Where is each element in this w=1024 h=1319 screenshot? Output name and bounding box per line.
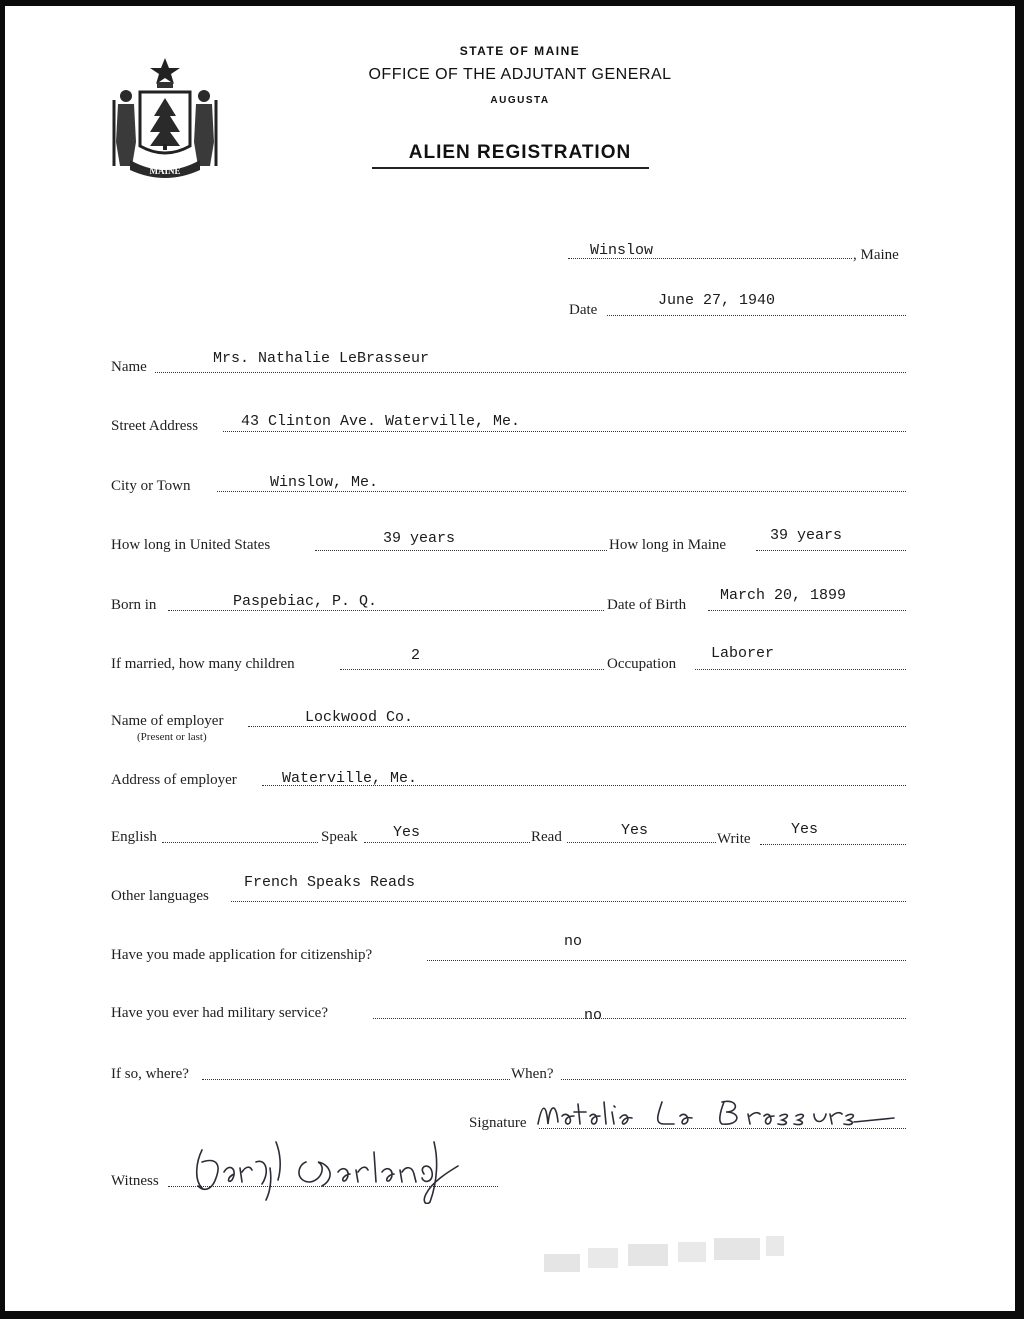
date-value: June 27, 1940 — [658, 292, 776, 309]
other-languages-label: Other languages — [111, 888, 209, 904]
street-address-line — [223, 431, 906, 432]
seal-text: MAINE — [149, 166, 181, 176]
header-state: STATE OF MAINE — [459, 44, 581, 58]
military-value: no — [584, 1007, 603, 1024]
state-label: , Maine — [853, 247, 899, 263]
born-in-label: Born in — [111, 597, 157, 613]
maine-state-seal — [110, 56, 220, 182]
name-label: Name — [111, 359, 147, 375]
date-line — [607, 315, 906, 316]
born-in-value: Paspebiac, P. Q. — [233, 593, 378, 610]
date-of-birth-line — [708, 610, 906, 611]
street-address-label: Street Address — [111, 418, 199, 434]
city-label: City or Town — [111, 478, 191, 494]
scan-border-top — [0, 0, 1024, 6]
witness-label: Witness — [111, 1173, 159, 1189]
how-long-us-line — [315, 550, 607, 551]
other-languages-value: French Speaks Reads — [244, 874, 416, 891]
employer-name-label: Name of employer — [111, 713, 224, 729]
military-line — [373, 1018, 906, 1019]
employer-name-sublabel: (Present or last) — [137, 731, 207, 743]
city-line — [217, 491, 906, 492]
town-value: Winslow — [590, 242, 654, 259]
children-line — [340, 669, 604, 670]
english-line — [162, 842, 318, 843]
form-title: ALIEN REGISTRATION — [408, 142, 632, 163]
children-label: If married, how many children — [111, 656, 295, 672]
date-of-birth-label: Date of Birth — [607, 597, 687, 613]
speak-value: Yes — [393, 824, 421, 841]
citizenship-value: no — [564, 933, 583, 950]
signature-text: Natalie Le Brasseur — [534, 1094, 542, 1095]
scan-border-left — [0, 0, 5, 1319]
when-line — [561, 1079, 906, 1080]
name-line — [155, 372, 906, 373]
name-value: Mrs. Nathalie LeBrasseur — [213, 350, 430, 367]
header-city: AUGUSTA — [490, 95, 550, 106]
where-line — [202, 1079, 510, 1080]
read-line — [567, 842, 716, 843]
read-value: Yes — [621, 822, 649, 839]
form-title-underline — [372, 167, 649, 169]
occupation-line — [695, 669, 906, 670]
how-long-us-label: How long in United States — [111, 537, 271, 553]
how-long-maine-label: How long in Maine — [609, 537, 727, 553]
occupation-value: Laborer — [711, 645, 775, 662]
city-value: Winslow, Me. — [270, 474, 379, 491]
when-label: When? — [511, 1066, 554, 1082]
children-value: 2 — [411, 647, 421, 664]
write-value: Yes — [791, 821, 819, 838]
military-label: Have you ever had military service? — [111, 1005, 328, 1021]
witness-text: David Garland — [186, 1122, 192, 1123]
how-long-us-value: 39 years — [383, 530, 456, 547]
write-line — [760, 844, 906, 845]
employer-name-value: Lockwood Co. — [305, 709, 414, 726]
citizenship-label: Have you made application for citizenship? — [111, 947, 373, 963]
signature-label: Signature — [469, 1115, 527, 1131]
faint-stamp-mark — [538, 1234, 790, 1282]
signature-handwriting — [534, 1094, 900, 1134]
write-label: Write — [717, 831, 751, 847]
scan-border-bottom — [0, 1311, 1024, 1319]
employer-name-line — [248, 726, 906, 727]
read-label: Read — [531, 829, 562, 845]
date-of-birth-value: March 20, 1899 — [720, 587, 847, 604]
born-in-line — [168, 610, 604, 611]
employer-address-value: Waterville, Me. — [282, 770, 418, 787]
citizenship-line — [427, 960, 906, 961]
date-label: Date — [569, 302, 598, 318]
other-languages-line — [231, 901, 906, 902]
where-label: If so, where? — [111, 1066, 189, 1082]
english-label: English — [111, 829, 157, 845]
witness-handwriting — [186, 1122, 506, 1204]
employer-address-label: Address of employer — [111, 772, 237, 788]
header-office: OFFICE OF THE ADJUTANT GENERAL — [368, 66, 672, 83]
scan-border-right — [1015, 0, 1024, 1319]
street-address-value: 43 Clinton Ave. Waterville, Me. — [241, 413, 521, 430]
occupation-label: Occupation — [607, 656, 677, 672]
speak-label: Speak — [321, 829, 358, 845]
how-long-maine-line — [756, 550, 906, 551]
speak-line — [364, 842, 530, 843]
how-long-maine-value: 39 years — [770, 527, 843, 544]
